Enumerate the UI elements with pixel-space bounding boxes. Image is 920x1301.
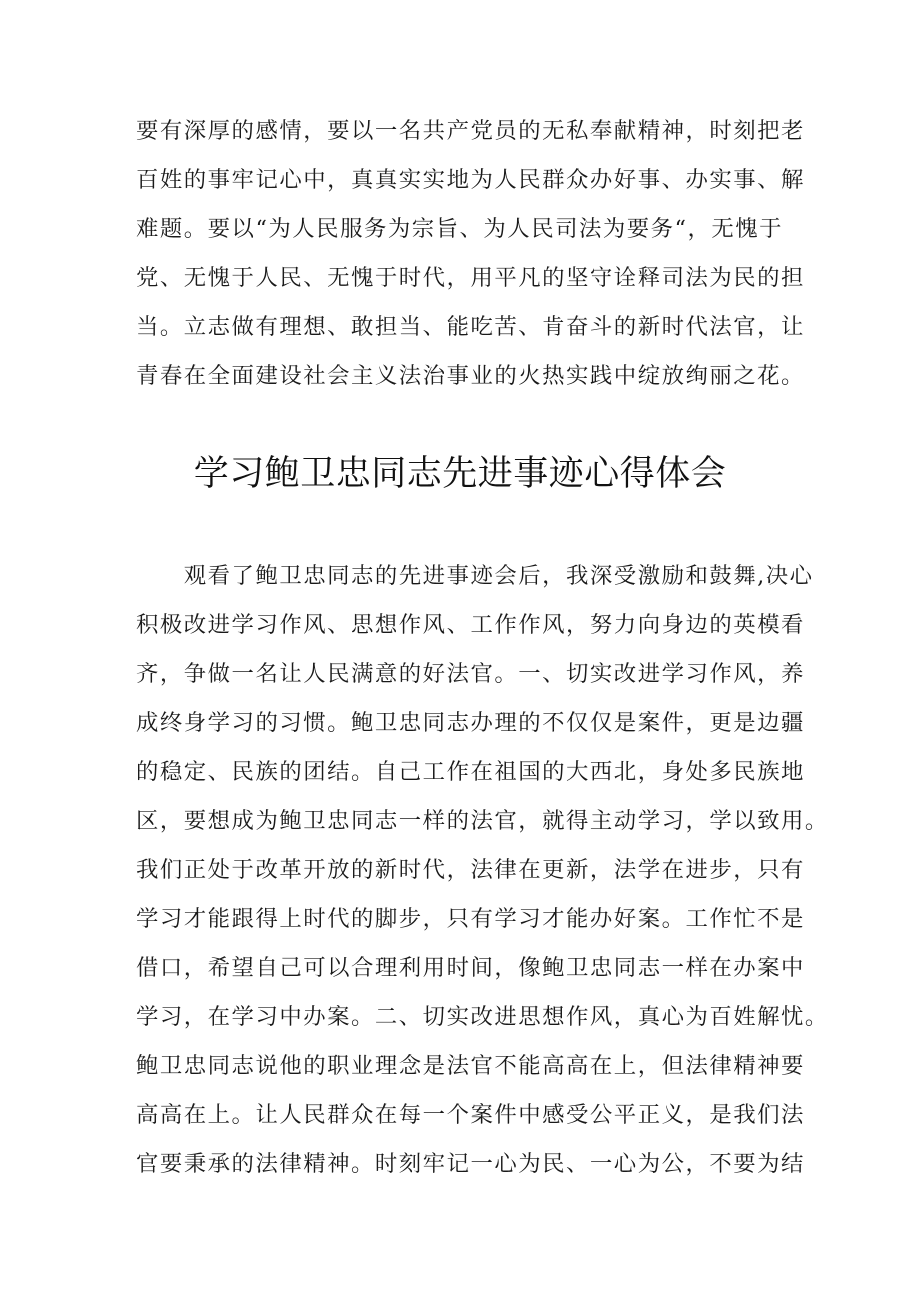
paragraph-line: 我们正处于改革开放的新时代，法律在更新，法学在进步，只有 bbox=[136, 857, 805, 883]
paragraph-line: 积极改进学习作风、思想作风、工作作风，努力向身边的英模看 bbox=[136, 612, 805, 638]
paragraph-line: 鲍卫忠同志说他的职业理念是法官不能高高在上，但法律精神要 bbox=[136, 1053, 805, 1079]
paragraph-line: 百姓的事牢记心中，真真实实地为人民群众办好事、办实事、解 bbox=[136, 167, 805, 193]
paragraph-line: 官要秉承的法律精神。时刻牢记一心为民、一心为公，不要为结 bbox=[136, 1151, 805, 1177]
article-title: 学习鲍卫忠同志先进事迹心得体会 bbox=[193, 454, 727, 494]
paragraph-line: 观看了鲍卫忠同志的先进事迹会后，我深受激励和鼓舞,决心 bbox=[136, 563, 814, 589]
paragraph-line: 学习，在学习中办案。二、切实改进思想作风，真心为百姓解忧。 bbox=[136, 1004, 829, 1030]
paragraph-line: 成终身学习的习惯。鲍卫忠同志办理的不仅仅是案件，更是边疆 bbox=[136, 710, 805, 736]
paragraph-line: 的稳定、民族的团结。自己工作在祖国的大西北，身处多民族地 bbox=[136, 759, 805, 785]
paragraph-line: 借口，希望自己可以合理利用时间，像鲍卫忠同志一样在办案中 bbox=[136, 955, 805, 981]
paragraph-line: 齐，争做一名让人民满意的好法官。一、切实改进学习作风，养 bbox=[136, 661, 805, 687]
paragraph-line: 要有深厚的感情，要以一名共产党员的无私奉献精神，时刻把老 bbox=[136, 118, 805, 144]
paragraph-line: 难题。要以“为人民服务为宗旨、为人民司法为要务“，无愧于 bbox=[136, 216, 784, 242]
paragraph-line: 青春在全面建设社会主义法治事业的火热实践中绽放绚丽之花。 bbox=[136, 363, 805, 389]
paragraph-line: 区，要想成为鲍卫忠同志一样的法官，就得主动学习，学以致用。 bbox=[136, 808, 829, 834]
paragraph-line: 当。立志做有理想、敢担当、能吃苦、肯奋斗的新时代法官，让 bbox=[136, 314, 805, 340]
paragraph-line: 党、无愧于人民、无愧于时代，用平凡的坚守诠释司法为民的担 bbox=[136, 265, 805, 291]
paragraph-line: 学习才能跟得上时代的脚步，只有学习才能办好案。工作忙不是 bbox=[136, 906, 805, 932]
paragraph-line: 高高在上。让人民群众在每一个案件中感受公平正义，是我们法 bbox=[136, 1102, 805, 1128]
